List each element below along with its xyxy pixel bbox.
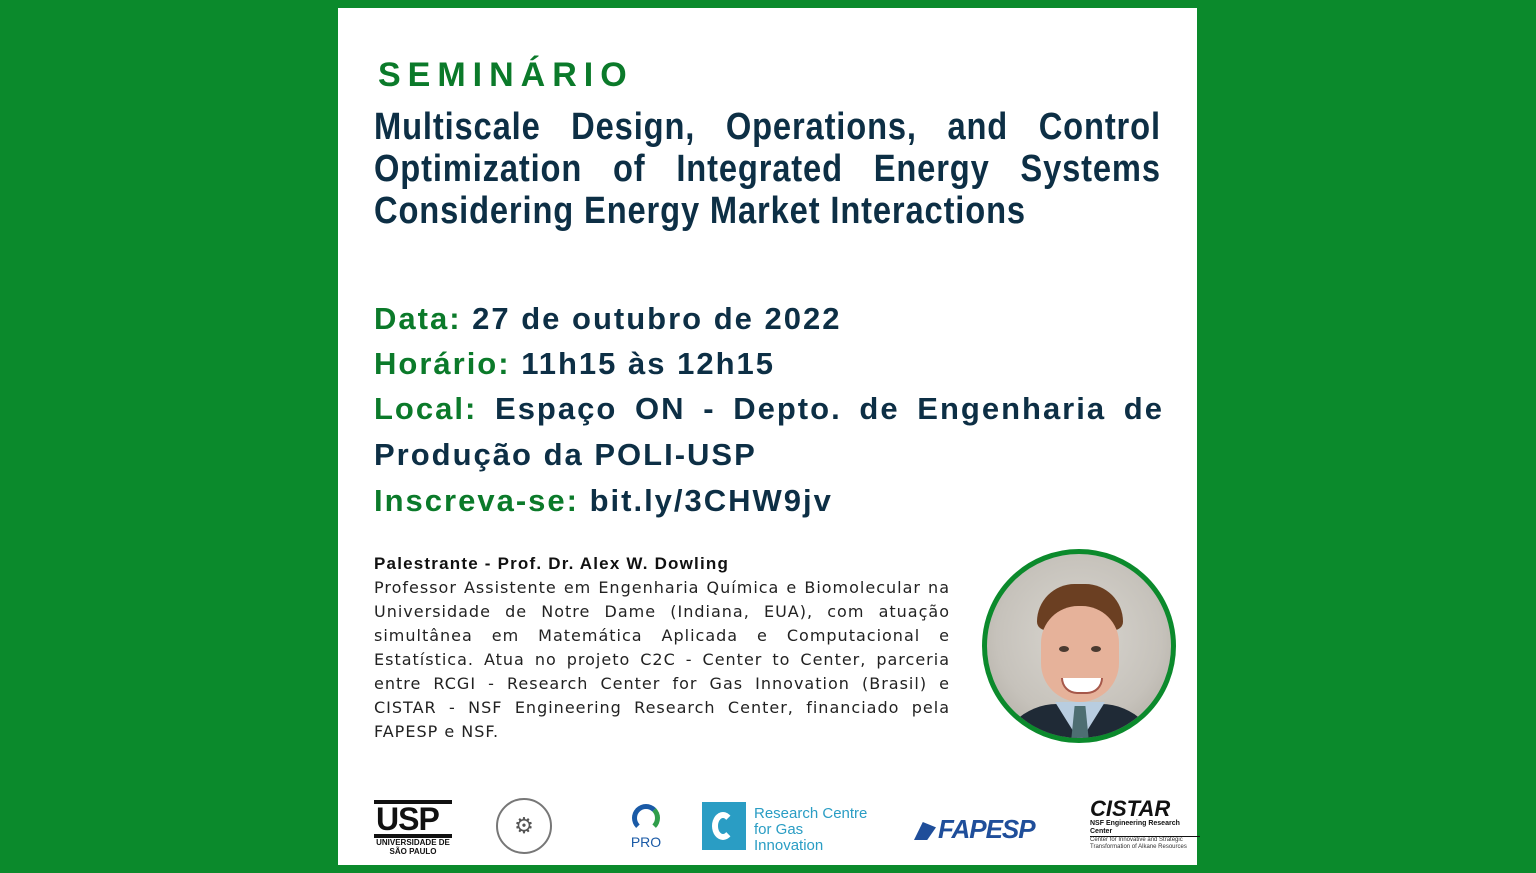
location-row (374, 386, 1164, 478)
location-value: Espaço ON - Depto. de Engenharia de Produção da POLI-USP (374, 391, 1164, 472)
pro-logo: PRO (626, 804, 666, 850)
seminar-title: Multiscale Design, Operations, and Control Optimization of Integrated Energy Systems Considering Energy Market Interactions (374, 106, 1161, 232)
registration-link[interactable]: bit.ly/3CHW9jv (589, 483, 833, 518)
usp-logo: USP UNIVERSIDADE DE SÃO PAULO (374, 800, 452, 856)
seminar-card (338, 8, 1197, 865)
date-row (374, 296, 1164, 342)
cistar-logo: CISTAR NSF Engineering Research Center Center for Innovative and Strategic Transformation of Alkane Resources (1090, 798, 1200, 851)
date-label: Data: (374, 301, 462, 336)
location-label: Local: (374, 391, 478, 426)
event-type-label: SEMINÁRIO (378, 56, 634, 94)
sponsor-logos (374, 796, 1187, 856)
time-row (374, 341, 1164, 387)
speaker-heading: Palestrante - Prof. Dr. Alex W. Dowling (374, 554, 730, 573)
poli-seal-logo: ⚙ (496, 798, 552, 854)
time-label: Horário: (374, 346, 511, 381)
rcgi-logo: Research Centre for Gas Innovation (702, 802, 877, 850)
registration-row (374, 478, 1164, 524)
registration-label: Inscreva-se: (374, 483, 579, 518)
time-value: 11h15 às 12h15 (521, 346, 775, 381)
date-value: 27 de outubro de 2022 (472, 301, 842, 336)
speaker-photo (982, 549, 1176, 743)
speaker-bio: Professor Assistente em Engenharia Química e Biomolecular na Universidade de Notre Dame (Indiana, EUA), com atuação simultânea em Matemática Aplicada e Computacional e Estatística. Atua no projeto C2C - Center to Center, parceria entre RCGI - Research Center for Gas Innovation (Brasil) e CISTAR - NSF Engineering Research Center, financiado pela FAPESP e NSF. (374, 578, 950, 741)
fapesp-logo: FAPESP (914, 814, 1035, 845)
